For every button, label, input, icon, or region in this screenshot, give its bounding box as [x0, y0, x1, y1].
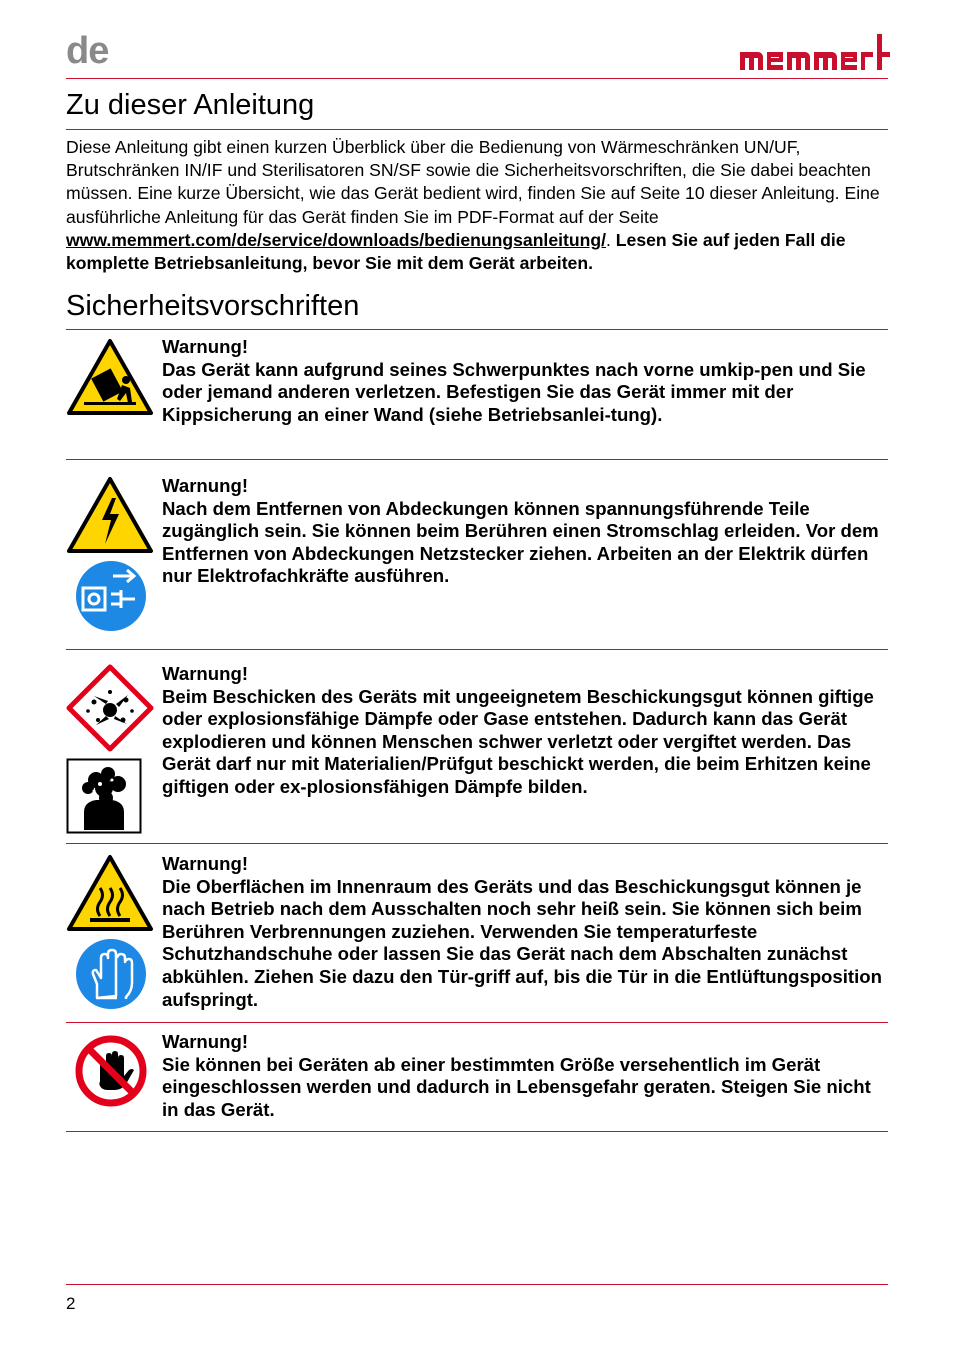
tip-over-warning-icon	[66, 338, 154, 416]
header-rule	[66, 78, 888, 79]
warning-2-text: Nach dem Entfernen von Abdeckungen können spannungsführende Teile zugänglich sein. Sie können beim Berühren einen Stromschlag erleiden. Vor dem Entfernen von Abdeckungen Netzstecker ziehen. Arbeiten an der Elektrik dürfen nur Elektrofachkräfte ausführen.	[162, 497, 879, 587]
hot-surface-warning-icon	[66, 854, 154, 932]
warning-5	[162, 1031, 890, 1121]
warning-2-title: Warnung!	[162, 475, 249, 496]
manual-download-link[interactable]: www.memmert.com/de/service/downloads/bedienungsanleitung/	[66, 229, 606, 250]
warning-4-text: Die Oberflächen im Innenraum des Geräts und das Beschickungsgut können je nach Betrieb nach dem Ausschalten noch sehr heiß sein. Sie können sich beim Berühren Verbrennungen zuziehen. Verwenden Sie temperaturfeste Schutzhandschuhe oder lassen Sie das Gerät nach dem Abschalten zunächst abkühlen. Ziehen Sie dazu den Tür-griff auf, bis die Tür in die Entlüftungsposition aufspringt.	[162, 875, 882, 1010]
intro-paragraph	[66, 136, 888, 275]
explosive-ghs-icon	[66, 664, 154, 752]
do-not-enter-icon	[74, 1034, 148, 1108]
warning-3-title: Warnung!	[162, 663, 249, 684]
intro-bold-note: Lesen Sie auf jeden Fall die komplette Betriebsanleitung, bevor Sie mit dem Gerät arbeiten.	[66, 229, 846, 274]
warning-5-rule	[66, 1131, 888, 1132]
intro-text-after-link: .	[606, 229, 616, 250]
warning-5-title: Warnung!	[162, 1031, 249, 1052]
warning-3-rule	[66, 843, 888, 844]
warning-1	[162, 336, 890, 426]
memmert-logo	[738, 30, 890, 74]
warning-1-text: Das Gerät kann aufgrund seines Schwerpunktes nach vorne umkip-pen und Sie oder jemand anderen verletzen. Befestigen Sie das Gerät immer mit der Kippsicherung an einer Wand (siehe Betriebsanlei-tung).	[162, 358, 866, 425]
warning-1-title: Warnung!	[162, 336, 249, 357]
intro-heading: Zu dieser Anleitung	[66, 89, 315, 121]
warning-3	[162, 663, 890, 799]
warning-2-rule	[66, 649, 888, 650]
electric-shock-warning-icon	[66, 476, 154, 554]
warning-2	[162, 475, 890, 588]
warning-4-title: Warnung!	[162, 853, 249, 874]
disconnect-plug-icon	[75, 560, 147, 632]
warning-1-rule	[66, 459, 888, 460]
safety-heading: Sicherheitsvorschriften	[66, 290, 360, 322]
warning-5-text: Sie können bei Geräten ab einer bestimmten Größe versehentlich im Gerät eingeschlossen werden und dadurch in Lebensgefahr geraten. Steigen Sie nicht in das Gerät.	[162, 1053, 871, 1120]
toxic-fumes-icon	[66, 758, 142, 834]
page-number: 2	[66, 1294, 76, 1313]
intro-heading-rule	[66, 129, 888, 130]
warning-3-text: Beim Beschicken des Geräts mit ungeeignetem Beschickungsgut können giftige oder explosionsfähige Dämpfe oder Gase entstehen. Dadurch kann das Gerät explodieren und können Menschen schwer verletzt oder vergiftet werden. Das Gerät darf nur mit Materialien/Prüfgut beschickt werden, die beim Erhitzen keine giftigen oder ex-plosionsfähigen Dämpfe bilden.	[162, 685, 874, 797]
language-code: de	[66, 30, 109, 72]
warning-4	[162, 853, 890, 1011]
safety-heading-rule	[66, 329, 888, 330]
intro-text: Diese Anleitung gibt einen kurzen Überblick über die Bedienung von Wärmeschränken UN/UF, Brutschränken IN/IF und Sterilisatoren SN/SF sowie die Sicherheitsvorschriften, die Sie dabei beachten müssen. Eine kurze Übersicht, wie das Gerät bedient wird, finden Sie auf Seite 10 dieser Anleitung. Eine ausführliche Anleitung für das Gerät finden Sie im PDF-Format auf der Seite	[66, 137, 880, 227]
warning-4-rule	[66, 1022, 888, 1023]
protective-gloves-icon	[75, 938, 147, 1010]
footer-rule	[66, 1284, 888, 1285]
